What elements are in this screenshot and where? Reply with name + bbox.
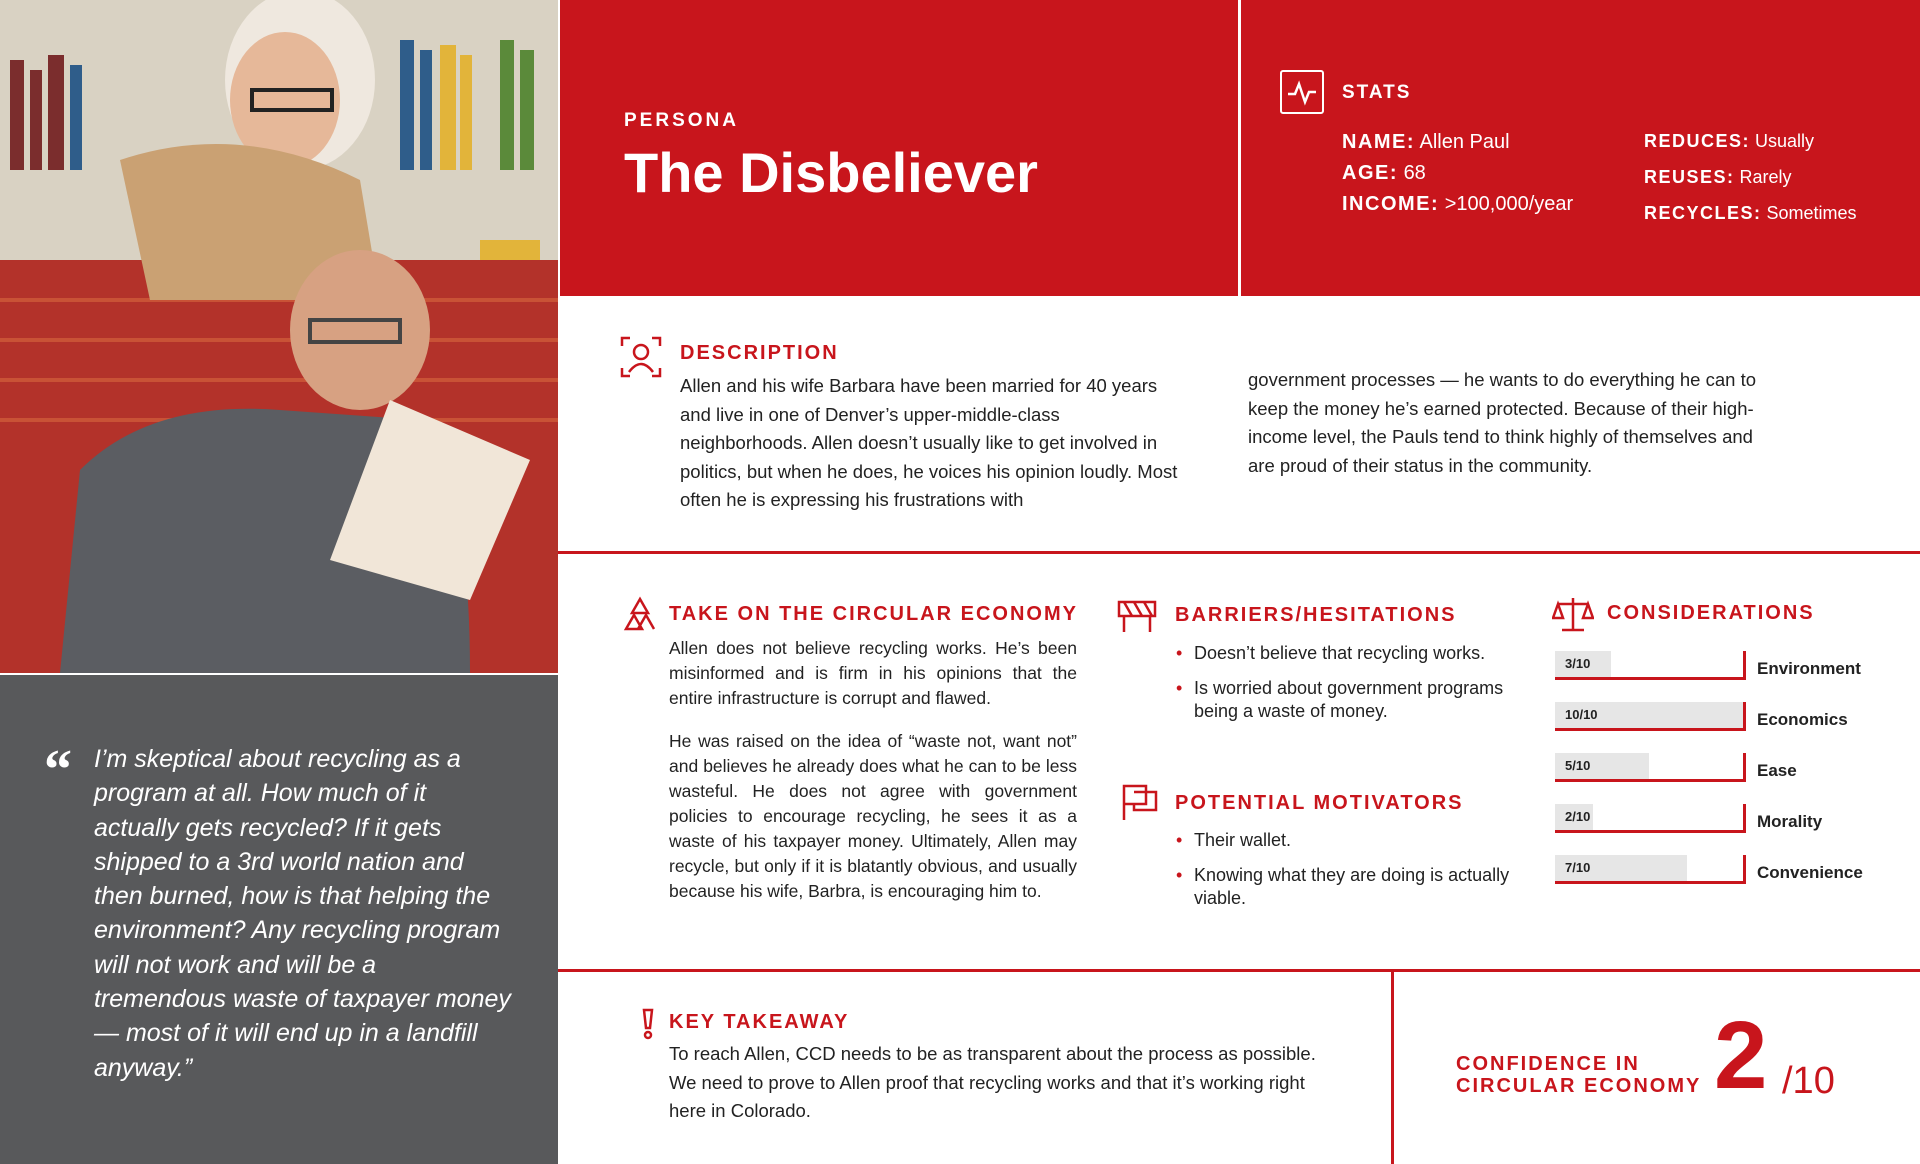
persona-photo — [0, 0, 558, 673]
considerations-title: CONSIDERATIONS — [1607, 602, 1815, 624]
stat-income: INCOME: >100,000/year — [1342, 193, 1574, 215]
stat-reduces: REDUCES: Usually — [1644, 131, 1815, 151]
motivators-title: POTENTIAL MOTIVATORS — [1175, 792, 1464, 814]
persona-quote: I’m skeptical about recycling as a program at all. How much of it actually gets recycled? If it gets shipped to a 3rd world nation and then burned, how is that helping the environment? Any recycling program will not work and will be a tremendous waste of taxpayer money — most of it will end up in a landfill anyway.” — [94, 745, 511, 1082]
stat-age: AGE: 68 — [1342, 162, 1426, 184]
description-col1: Allen and his wife Barbara have been married for 40 years and live in one of Denver’s upper-middle-class neighborhoods. Allen doesn’t usually like to get involved in politics, but when he does, he voices his opinion loudly. Most often he is expressing his frustrations with — [680, 375, 1178, 510]
divider — [558, 551, 1920, 554]
takeaway-title: KEY TAKEAWAY — [669, 1011, 850, 1033]
circular-paragraph-2: He was raised on the idea of “waste not, want not” and believes he already does what he can to be less wasteful. He does not agree with government policies to encourage recycling, he sees it as a waste of his taxpayer money. Ultimately, Allen may recycle, but only if it is blatantly obvious, and usually because his wife, Barbra, is encouraging him to. — [669, 731, 1077, 901]
consideration-value: 5/10 — [1565, 758, 1591, 773]
consideration-bar — [1555, 702, 1746, 731]
confidence-label-line: CONFIDENCE IN — [1456, 1053, 1640, 1075]
stats-label: STATS — [1342, 82, 1412, 103]
stat-reuses: REUSES: Rarely — [1644, 167, 1792, 187]
consideration-bar — [1555, 651, 1746, 680]
consideration-value: 7/10 — [1565, 860, 1591, 875]
consideration-ease — [1555, 753, 1875, 783]
confidence-label — [1456, 1053, 1701, 1097]
consideration-label: Convenience — [1757, 863, 1863, 882]
barriers-title: BARRIERS/HESITATIONS — [1175, 604, 1457, 626]
consideration-bar — [1555, 804, 1746, 833]
divider — [1391, 971, 1394, 1164]
consideration-economics — [1555, 702, 1875, 732]
quote-mark-icon: “ — [44, 739, 72, 801]
barrier-icon — [1116, 594, 1158, 641]
consideration-morality — [1555, 804, 1875, 834]
exclamation-icon — [640, 1008, 656, 1045]
recycle-icon — [620, 595, 660, 640]
consideration-label: Environment — [1757, 659, 1861, 678]
motivators-list — [1174, 829, 1514, 922]
confidence-label-line: CIRCULAR ECONOMY — [1456, 1075, 1702, 1097]
consideration-value: 3/10 — [1565, 656, 1591, 671]
divider — [558, 969, 1920, 972]
consideration-environment — [1555, 651, 1875, 681]
confidence-denominator: /10 — [1782, 1060, 1835, 1102]
consideration-label: Economics — [1757, 710, 1848, 729]
consideration-label: Morality — [1757, 812, 1823, 831]
consideration-value: 10/10 — [1565, 707, 1598, 722]
list-item: • Doesn’t believe that recycling works. — [1174, 642, 1514, 665]
consideration-convenience — [1555, 855, 1875, 885]
circular-paragraph-1: Allen does not believe recycling works. He’s been misinformed and is firm in his opinions that the entire infrastructure is corrupt and flawed. — [669, 638, 1077, 708]
page-title: The Disbeliever — [624, 141, 1038, 204]
consideration-bar — [1555, 753, 1746, 782]
barriers-list — [1174, 642, 1514, 735]
stat-recycles: RECYCLES: Sometimes — [1644, 203, 1857, 223]
list-item: • Their wallet. — [1174, 829, 1514, 852]
consideration-label: Ease — [1757, 761, 1797, 780]
pulse-chart-icon — [1280, 70, 1324, 114]
description-col2: government processes — he wants to do everything he can to keep the money he’s earned protected. Because of their high-income level, the Pauls tend to think highly of themselves and are proud of their status in the community. — [1248, 369, 1757, 476]
person-icon — [620, 336, 662, 383]
stat-name: NAME: Allen Paul — [1342, 131, 1510, 153]
description-title: DESCRIPTION — [680, 342, 839, 364]
confidence-score: 2 — [1714, 1002, 1768, 1109]
takeaway-text: To reach Allen, CCD needs to be as transparent about the process as possible. We need to prove to Allen proof that recycling works and that it’s working right here in Colorado. — [669, 1043, 1316, 1121]
persona-label: PERSONA — [624, 110, 739, 131]
list-item: • Is worried about government programs being a waste of money. — [1174, 677, 1514, 723]
list-item: • Knowing what they are doing is actually viable. — [1174, 864, 1514, 910]
consideration-value: 2/10 — [1565, 809, 1591, 824]
circular-title: TAKE ON THE CIRCULAR ECONOMY — [669, 603, 1078, 625]
consideration-bar — [1555, 855, 1746, 884]
scale-icon — [1552, 594, 1594, 639]
flag-icon — [1120, 782, 1160, 827]
